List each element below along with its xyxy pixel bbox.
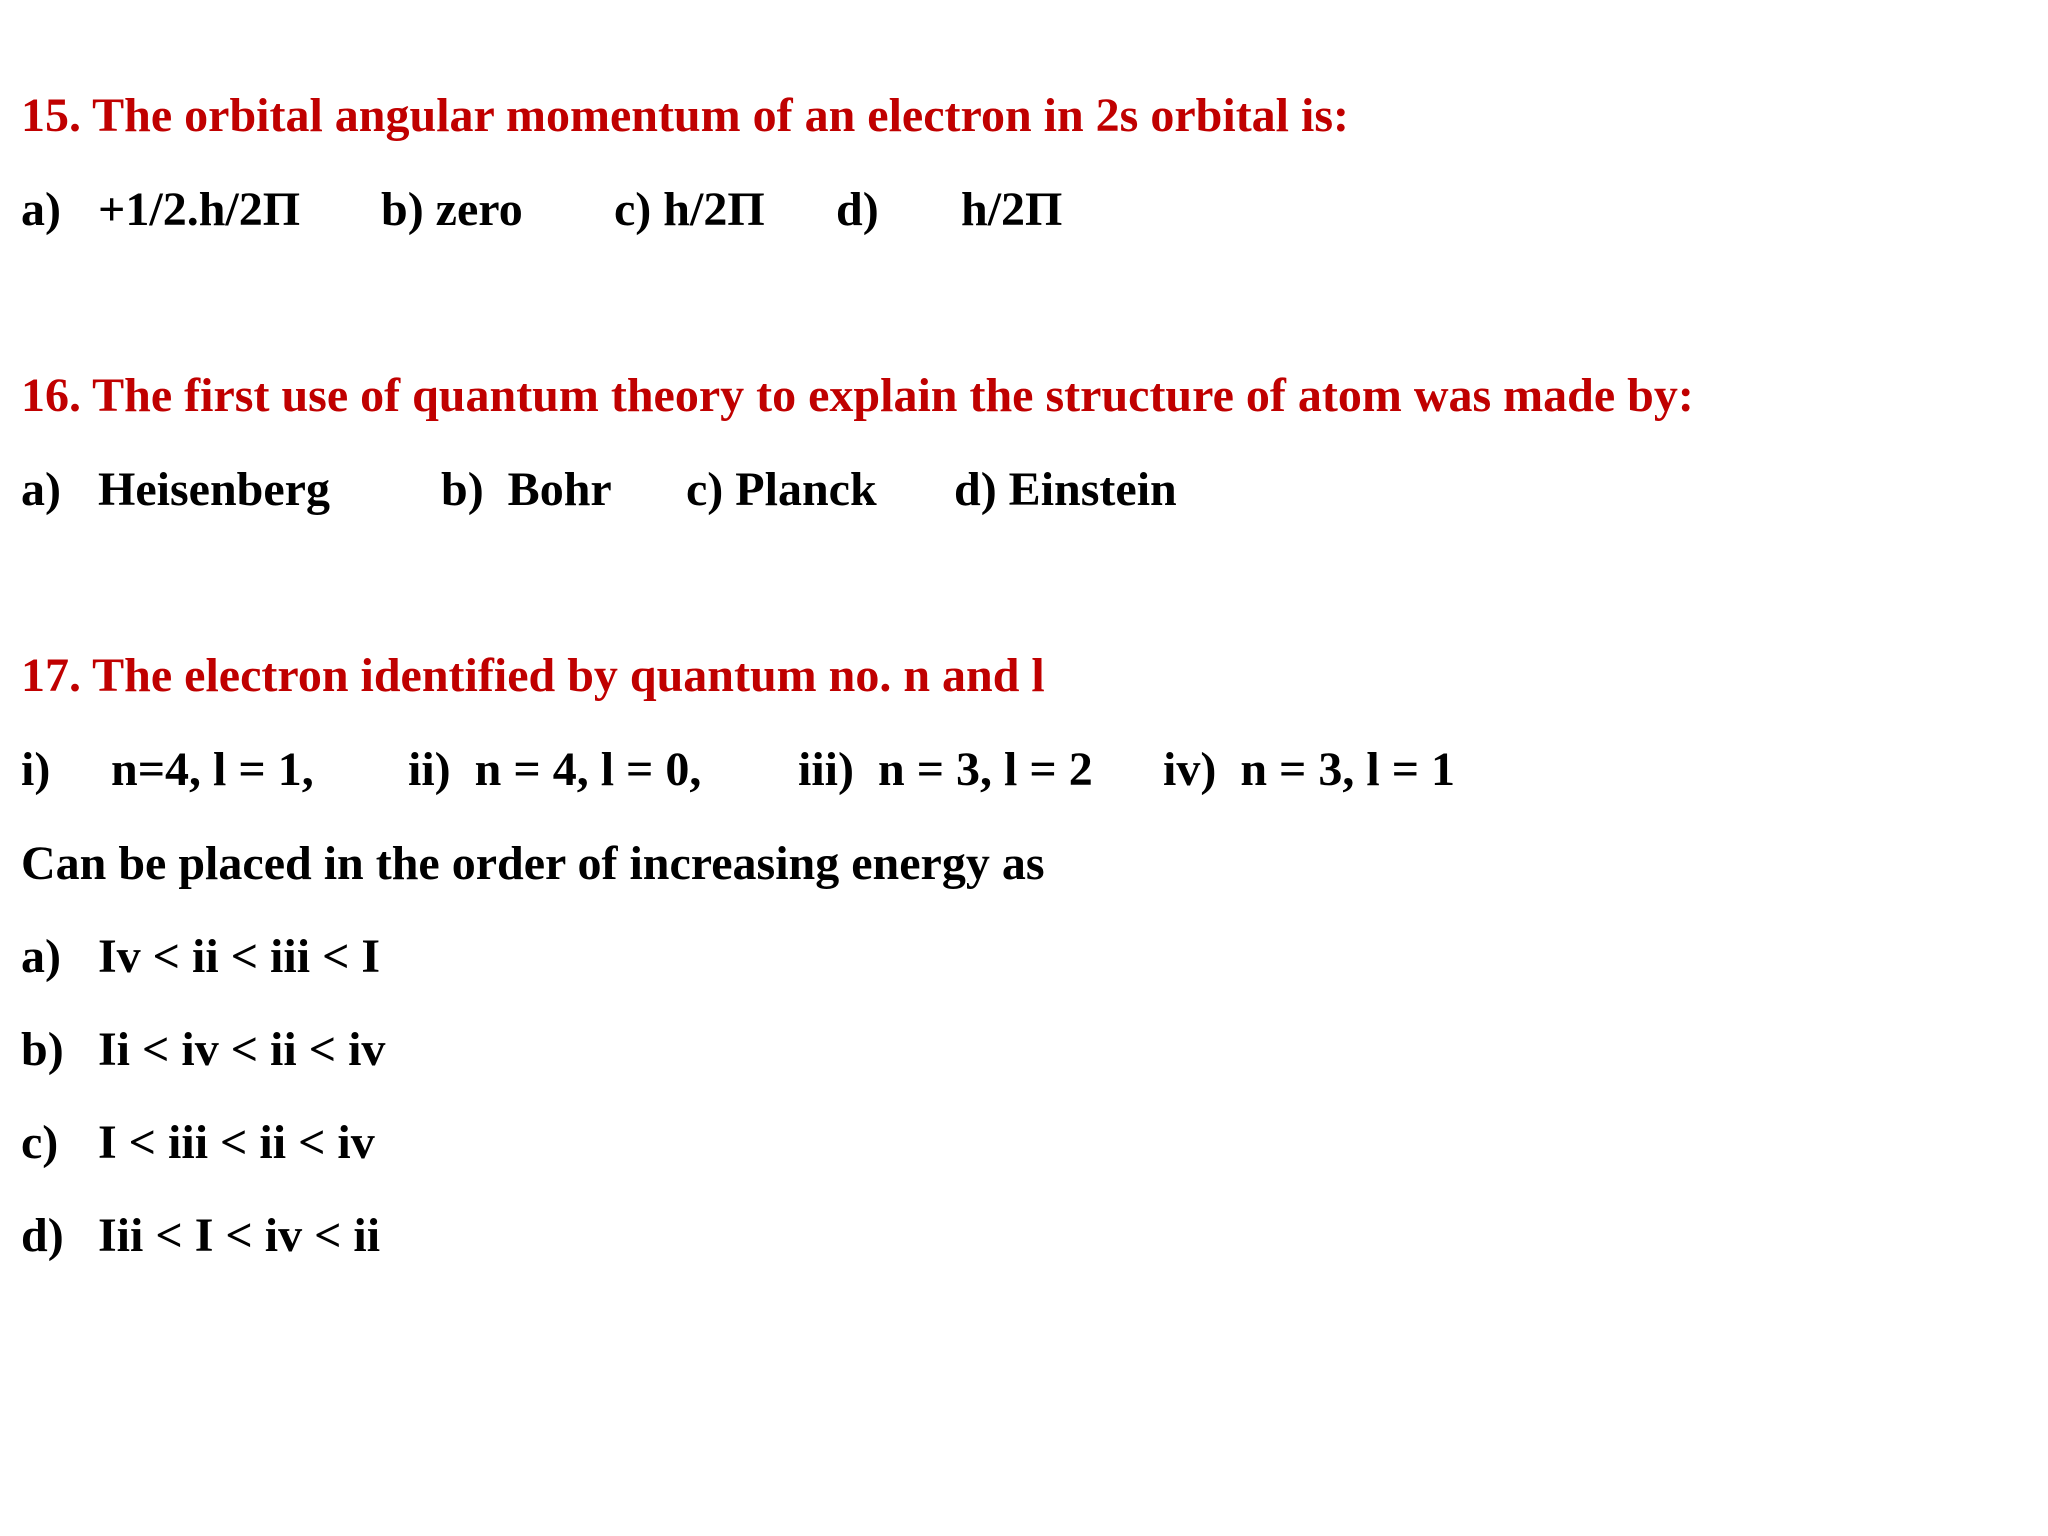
item-17-ii: ii) n = 4, l = 0,	[408, 743, 702, 796]
question-16-options	[21, 463, 1321, 518]
option-16-d: d) Einstein	[954, 463, 1177, 516]
choice-17-c-text: I < iii < ii < iv	[98, 1116, 375, 1169]
question-17: 17. The electron identified by quantum no. n and l	[21, 649, 1045, 702]
choice-17-a-label: a)	[21, 930, 61, 983]
option-16-a-text: Heisenberg	[98, 463, 330, 516]
question-15-options	[21, 183, 1121, 238]
question-17-items	[21, 743, 1521, 798]
option-15-a-text: +1/2.h/2Π	[98, 183, 301, 236]
question-15: 15. The orbital angular momentum of an electron in 2s orbital is:	[21, 89, 1350, 142]
option-15-b: b) zero	[381, 183, 523, 236]
option-16-c: c) Planck	[686, 463, 877, 516]
option-16-b: b) Bohr	[441, 463, 612, 516]
choice-17-c-label: c)	[21, 1116, 59, 1169]
question-17-prompt: Can be placed in the order of increasing energy as	[21, 837, 1045, 890]
item-17-iii: iii) n = 3, l = 2	[798, 743, 1093, 796]
option-15-d-text: h/2Π	[961, 183, 1063, 236]
choice-17-a	[21, 930, 621, 985]
option-15-d-label: d)	[836, 183, 879, 236]
choice-17-b-text: Ii < iv < ii < iv	[98, 1023, 386, 1076]
item-17-i-label: i)	[21, 743, 51, 796]
choice-17-d	[21, 1209, 621, 1264]
item-17-i-text: n=4, l = 1,	[111, 743, 314, 796]
choice-17-a-text: Iv < ii < iii < I	[98, 930, 381, 983]
choice-17-d-text: Iii < I < iv < ii	[98, 1209, 381, 1262]
option-16-a-label: a)	[21, 463, 61, 516]
option-15-a-label: a)	[21, 183, 61, 236]
item-17-iv: iv) n = 3, l = 1	[1163, 743, 1456, 796]
choice-17-b-label: b)	[21, 1023, 64, 1076]
question-16: 16. The first use of quantum theory to explain the structure of atom was made by:	[21, 369, 1694, 422]
option-15-c: c) h/2Π	[614, 183, 765, 236]
choice-17-d-label: d)	[21, 1209, 64, 1262]
choice-17-c	[21, 1116, 621, 1171]
choice-17-b	[21, 1023, 621, 1078]
